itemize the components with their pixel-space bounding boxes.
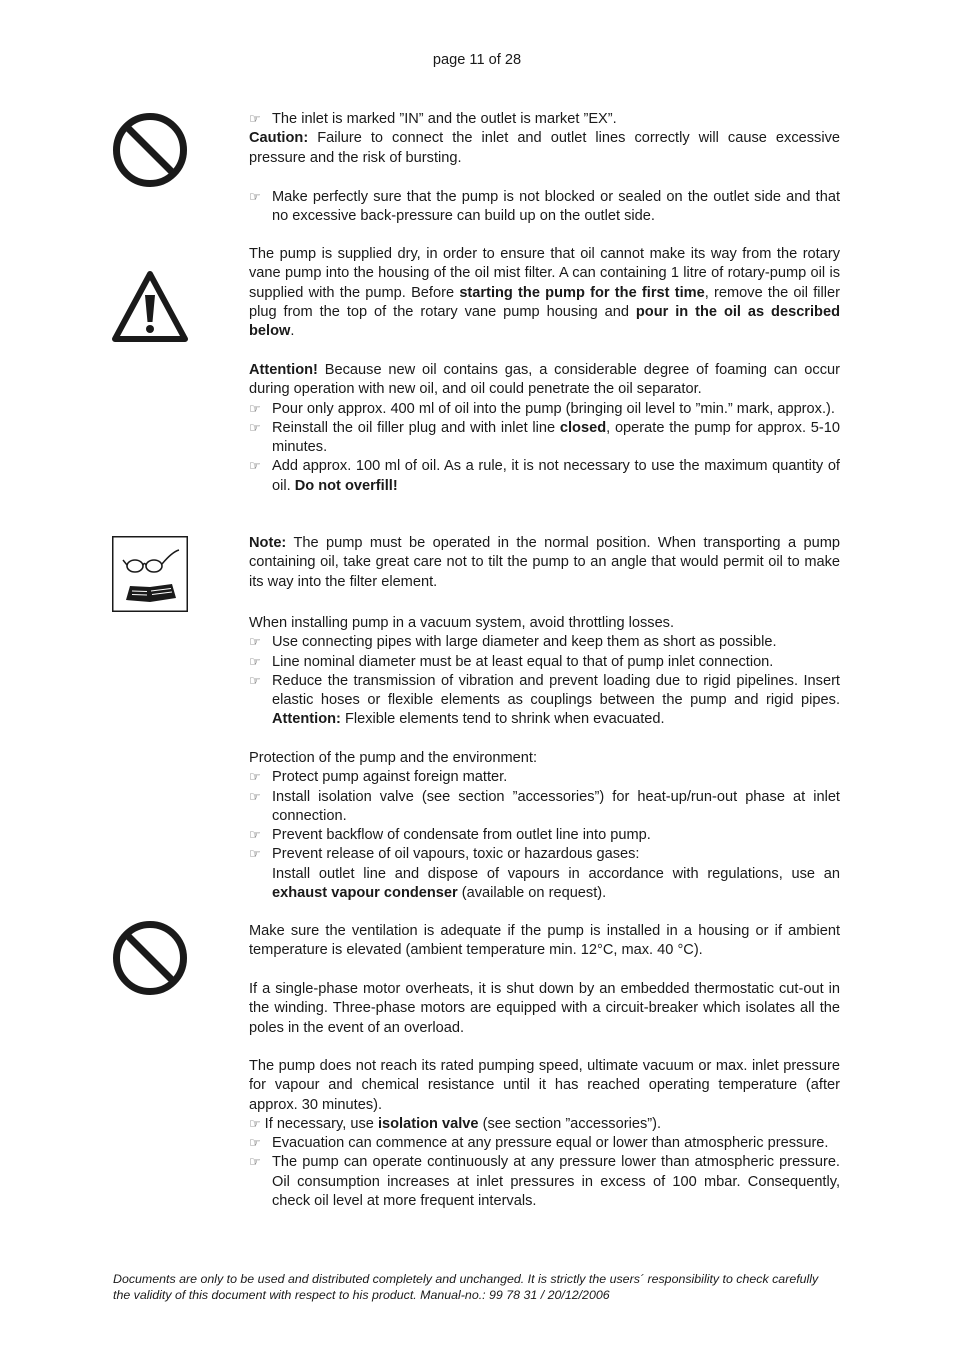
bullet-item: ☞ Use connecting pipes with large diameter and keep them as short as possible. (249, 633, 840, 652)
oil-filling-section (249, 361, 840, 496)
prohibition-icon (112, 112, 188, 188)
document-footer (113, 1271, 843, 1303)
footer-line: Documents are only to be used and distributed completely and unchanged. It is strictly the users´ responsibility to check carefully (113, 1272, 819, 1286)
pointing-hand-icon: ☞ (249, 112, 261, 127)
page-number: page 11 of 28 (432, 52, 522, 68)
pointing-hand-icon: ☞ (249, 673, 261, 689)
pointing-hand-icon: ☞ (249, 190, 261, 205)
read-manual-icon (112, 536, 188, 612)
outlet-blocked-section (249, 188, 840, 227)
bullet-item: ☞ Pour only approx. 400 ml of oil into the pump (bringing oil level to ”min.” mark, approx.). (249, 400, 840, 419)
bullet-item: ☞ Install isolation valve (see section ”accessories”) for heat-up/run-out phase at inlet connection. (249, 788, 840, 824)
vacuum-installation-section (249, 614, 840, 730)
caution-paragraph: Caution: Failure to connect the inlet and outlet lines correctly will cause excessive pressure and the risk of bursting. (249, 130, 840, 166)
pointing-hand-icon: ☞ (249, 654, 261, 670)
bullet-item: ☞ Line nominal diameter must be at least equal to that of pump inlet connection. (249, 653, 840, 672)
pointing-hand-icon: ☞ (249, 459, 261, 475)
pointing-hand-icon: ☞ (249, 770, 261, 786)
pointing-hand-icon: ☞ (249, 1116, 261, 1132)
ventilation-paragraph: Make sure the ventilation is adequate if the pump is installed in a housing or if ambient temperature is elevated (ambient temperature min. 12°C, max. 40 °C). (249, 923, 840, 959)
section-intro: Protection of the pump and the environment: (249, 750, 537, 766)
bullet-item: ☞ Add approx. 100 ml of oil. As a rule, it is not necessary to use the maximum quantity of oil. Do not overfill! (249, 458, 840, 494)
pointing-hand-icon: ☞ (249, 420, 261, 436)
section-intro: The pump does not reach its rated pumping speed, ultimate vacuum or max. inlet pressure for vapour and chemical resistance until it has reached operating temperature (after approx. 30 minutes). (249, 1058, 840, 1113)
bullet-item: ☞ Reduce the transmission of vibration and prevent loading due to rigid pipelines. Insert elastic hoses or flexible elements as couplings between the pump and rigid pipes. Attention: Flexible elements tend to shrink when evacuated. (249, 672, 840, 728)
warning-triangle-icon (111, 268, 189, 344)
bullet-item: ☞ Protect pump against foreign matter. (249, 768, 840, 787)
attention-paragraph: Attention! Because new oil contains gas, a considerable degree of foaming can occur during operation with new oil, and oil could penetrate the oil separator. (249, 362, 840, 398)
bullet-item: ☞ The inlet is marked ”IN” and the outlet is market ”EX”. (249, 110, 840, 129)
protection-section (249, 749, 840, 903)
motor-overheat-paragraph: If a single-phase motor overheats, it is shut down by an embedded thermostatic cut-out in the winding. Three-phase motors are equipped with a circuit-breaker which isolates all the poles in the event of an overload. (249, 981, 840, 1036)
pointing-hand-icon: ☞ (249, 847, 261, 863)
bullet-item: ☞ Evacuation can commence at any pressure equal or lower than atmospheric pressure. (249, 1134, 840, 1153)
footer-line: the validity of this document with respect to his product. Manual-no.: 99 78 31 / 20/12/2006 (113, 1288, 610, 1302)
note-paragraph: Note: The pump must be operated in the normal position. When transporting a pump containing oil, take great care not to tilt the pump to an angle that would permit oil to make its way into the filter element. (249, 535, 840, 590)
pointing-hand-icon: ☞ (249, 1155, 261, 1171)
bullet-item: ☞ Reinstall the oil filler plug and with inlet line closed, operate the pump for approx. 5-10 minutes. (249, 419, 840, 456)
bullet-item: ☞ The pump can operate continuously at any pressure lower than atmospheric pressure. Oil consumption increases at inlet pressures in excess of 100 mbar. Consequently, check oil level at more frequent intervals. (249, 1154, 840, 1210)
oil-supply-paragraph: The pump is supplied dry, in order to ensure that oil cannot make its way from the rotary vane pump into the housing of the oil mist filter. A can containing 1 litre of rotary-pump oil is supplied with the pump. Before starting the pump for the first time, remove the oil filler plug from the top of the rotary vane pump housing and pour in the oil as described below. (249, 246, 841, 340)
bullet-item: ☞ Prevent release of oil vapours, toxic or hazardous gases: (249, 845, 840, 864)
bullet-continuation: Install outlet line and dispose of vapours in accordance with regulations, use an exhaust vapour condenser (available on request). (272, 865, 840, 902)
operating-temperature-section (249, 1057, 840, 1211)
pointing-hand-icon: ☞ (249, 1136, 261, 1152)
bullet-item: ☞ Prevent backflow of condensate from outlet line into pump. (249, 826, 840, 845)
inlet-outlet-section (249, 110, 840, 168)
pointing-hand-icon: ☞ (249, 828, 261, 844)
prohibition-icon (112, 920, 188, 996)
pointing-hand-icon: ☞ (249, 401, 261, 417)
pointing-hand-icon: ☞ (249, 789, 261, 805)
bullet-item: ☞ If necessary, use isolation valve (see section ”accessories”). (249, 1115, 662, 1132)
section-intro: When installing pump in a vacuum system, avoid throttling losses. (249, 615, 675, 631)
bullet-item: ☞ Make perfectly sure that the pump is not blocked or sealed on the outlet side and that no excessive back-pressure can build up on the outlet side. (249, 189, 840, 225)
pointing-hand-icon: ☞ (249, 635, 261, 651)
